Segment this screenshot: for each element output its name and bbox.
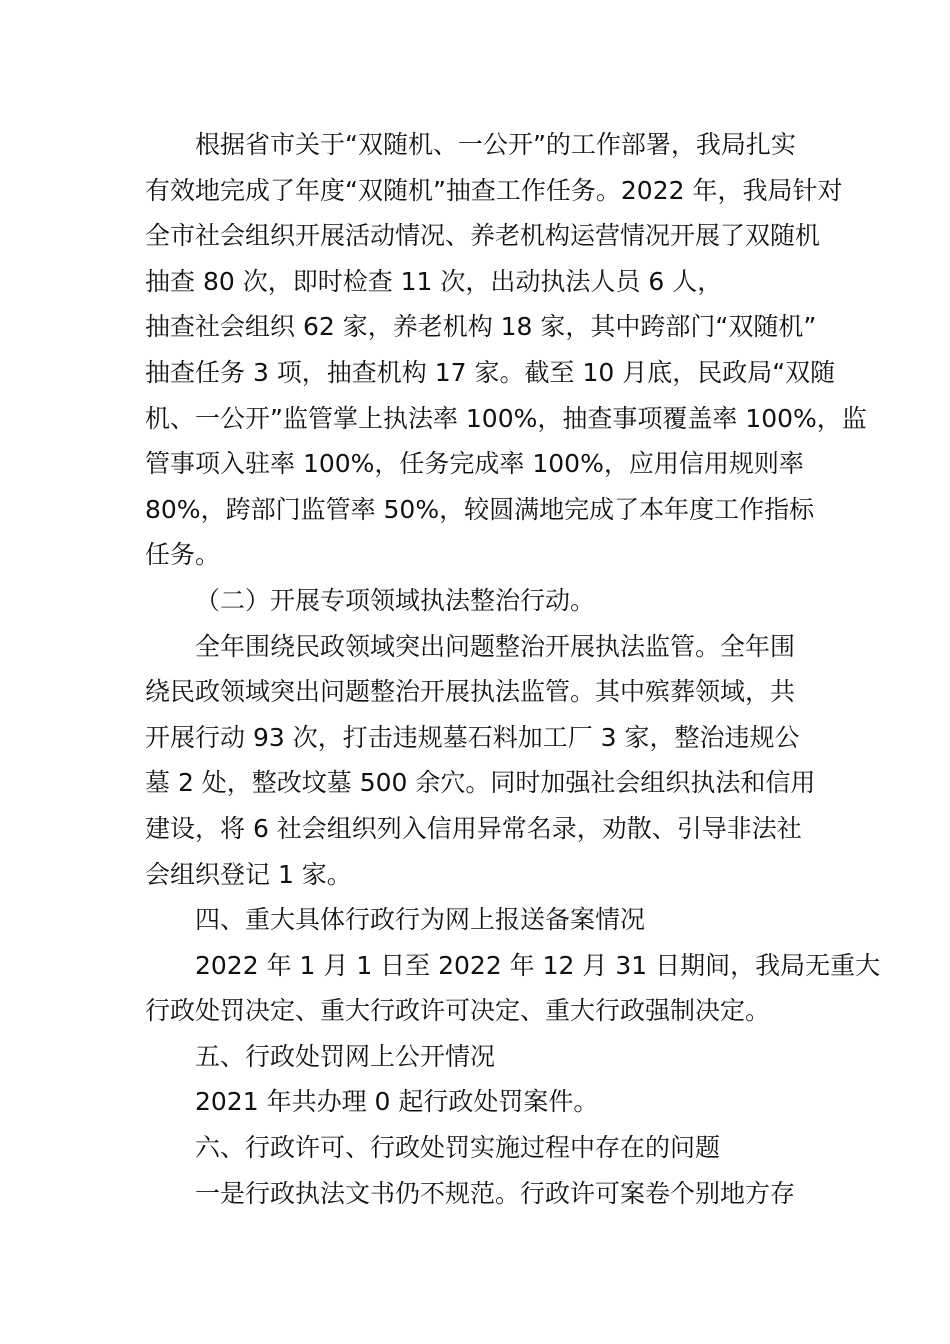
text-line: 2022 年 1 月 1 日至 2022 年 12 月 31 日期间，我局无重大: [195, 950, 881, 980]
text-line: （二）开展专项领域执法整治行动。: [195, 585, 596, 615]
text-line: 建设，将 6 社会组织列入信用异常名录，劝散、引导非法社: [145, 813, 802, 843]
text-line: 行政处罚决定、重大行政许可决定、重大行政强制决定。: [145, 996, 771, 1026]
text-line: 一是行政执法文书仍不规范。行政许可案卷个别地方存: [195, 1178, 796, 1208]
text-line: 机、一公开”监管掌上执法率 100%，抽查事项覆盖率 100%，监: [145, 403, 867, 433]
text-line: 管事项入驻率 100%，任务完成率 100%，应用信用规则率: [145, 449, 804, 479]
text-line: 根据省市关于“双随机、一公开”的工作部署，我局扎实: [195, 130, 796, 159]
text-line: 五、行政处罚网上公开情况: [195, 1041, 496, 1071]
text-line: 全年围绕民政领域突出问题整治开展执法监管。全年围: [195, 631, 796, 661]
document-body: [145, 122, 881, 1216]
text-line: 全市社会组织开展活动情况、养老机构运营情况开展了双随机: [145, 221, 821, 251]
text-line: 绕民政领域突出问题整治开展执法监管。其中殡葬领域，共: [145, 677, 796, 707]
text-line: 墓 2 处，整改坟墓 500 余穴。同时加强社会组织执法和信用: [145, 768, 816, 798]
text-line: 四、重大具体行政行为网上报送备案情况: [195, 905, 646, 935]
text-line: 2021 年共办理 0 起行政处罚案件。: [195, 1087, 599, 1117]
text-line: 任务。: [145, 540, 221, 570]
text-line: 有效地完成了年度“双随机”抽查工作任务。2022 年，我局针对: [145, 175, 843, 205]
text-line: 抽查 80 次，即时检查 11 次，出动执法人员 6 人，: [145, 266, 723, 296]
text-line: 80%，跨部门监管率 50%，较圆满地完成了本年度工作指标: [145, 494, 815, 524]
text-line: 会组织登记 1 家。: [145, 859, 352, 889]
text-line: 抽查任务 3 项，抽查机构 17 家。截至 10 月底，民政局“双随: [145, 357, 836, 387]
text-line: 六、行政许可、行政处罚实施过程中存在的问题: [195, 1133, 721, 1163]
text-line: 开展行动 93 次，打击违规墓石料加工厂 3 家，整治违规公: [145, 722, 800, 752]
text-line: 抽查社会组织 62 家，养老机构 18 家，其中跨部门“双随机”: [145, 312, 817, 342]
